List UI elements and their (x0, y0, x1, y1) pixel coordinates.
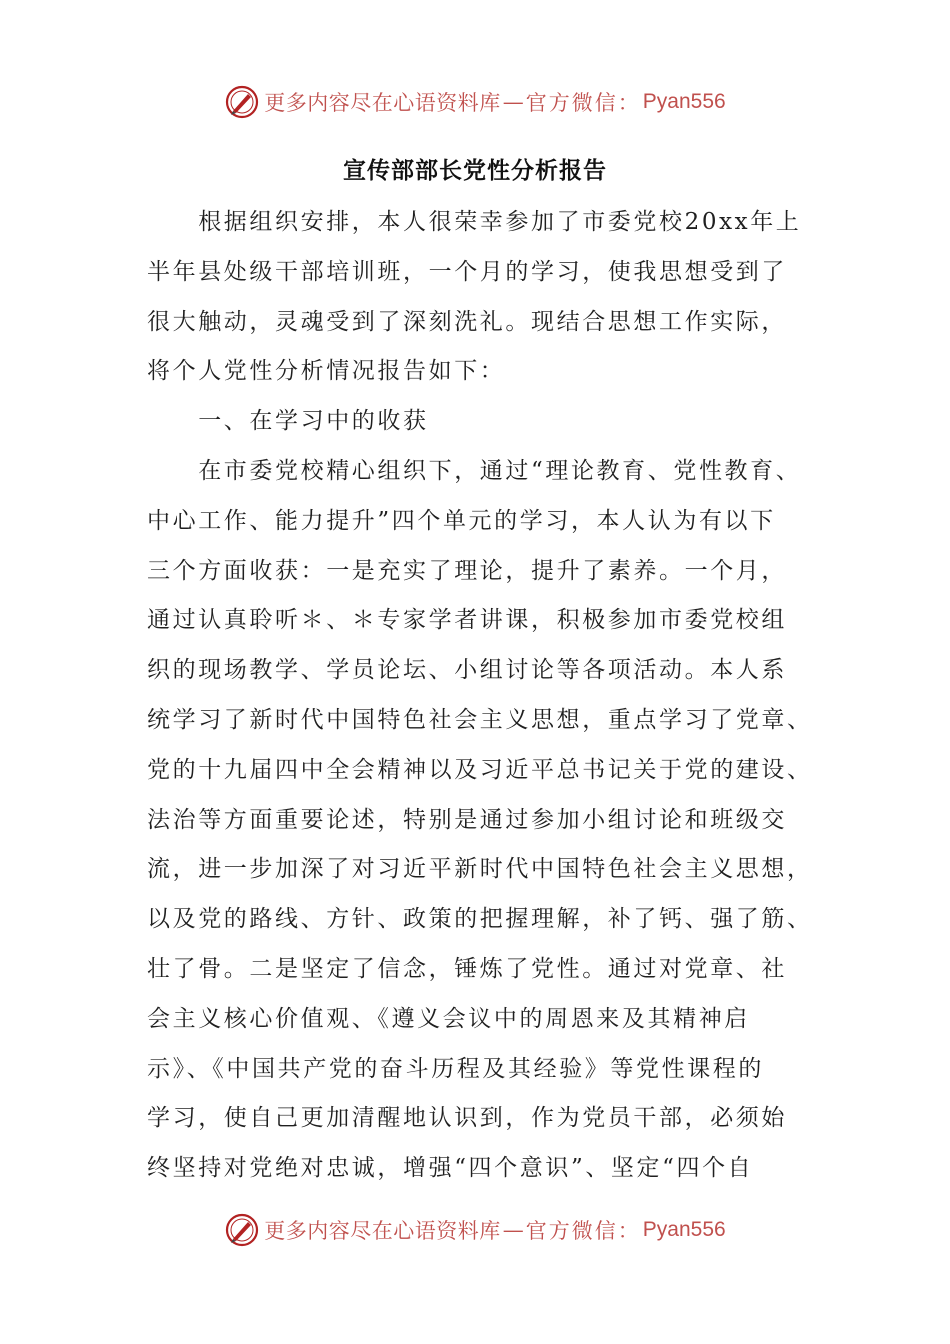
body-line: 将个人党性分析情况报告如下： (147, 358, 506, 385)
body-line: 流，进一步加深了对习近平新时代中国特色社会主义思想， (147, 856, 813, 883)
document-title: 宣传部部长党性分析报告 (343, 157, 607, 184)
body-line: 中心工作、能力提升”四个单元的学习，本人认为有以下 (147, 507, 776, 534)
document-body (147, 198, 813, 1194)
pen-logo-icon (224, 1212, 260, 1248)
banner-dash: — (502, 1218, 524, 1242)
banner-lead-text: 更多内容尽在心语资料库 (264, 91, 501, 115)
body-line: 很大触动，灵魂受到了深刻洗礼。现结合思想工作实际， (147, 308, 787, 335)
body-line: 以及党的路线、方针、政策的把握理解，补了钙、强了筋、 (147, 906, 813, 933)
banner-lead-text: 更多内容尽在心语资料库 (264, 1219, 501, 1243)
banner-official-label: 官方微信： (525, 91, 641, 115)
banner-official-label: 官方微信： (525, 1219, 641, 1243)
body-line: 终坚持对党绝对忠诚，增强“四个意识”、坚定“四个自 (147, 1155, 754, 1182)
header-watermark-banner (0, 80, 950, 124)
footer-watermark-banner (0, 1208, 950, 1252)
body-line: 织的现场教学、学员论坛、小组讨论等各项活动。本人系 (147, 657, 787, 684)
body-line: 会主义核心价值观、《遵义会议中的周恩来及其精神启 (147, 1005, 750, 1032)
body-line: 党的十九届四中全会精神以及习近平总书记关于党的建设、 (147, 756, 813, 783)
section-heading: 一、在学习中的收获 (147, 408, 429, 435)
body-line: 示》、《中国共产党的奋斗历程及其经验》等党性课程的 (147, 1055, 764, 1082)
banner-wechat-id: Pyan556 (642, 1218, 726, 1241)
body-line: 法治等方面重要论述，特别是通过参加小组讨论和班级交 (147, 806, 787, 833)
banner-wechat-id: Pyan556 (642, 90, 726, 113)
banner-dash: — (502, 90, 524, 114)
body-line: 半年县处级干部培训班，一个月的学习，使我思想受到了 (147, 258, 787, 285)
body-line: 根据组织安排，本人很荣幸参加了市委党校20xx年上 (147, 209, 802, 235)
body-line: 三个方面收获：一是充实了理论，提升了素养。一个月， (147, 557, 787, 584)
pen-logo-icon (224, 84, 260, 120)
body-line: 在市委党校精心组织下，通过“理论教育、党性教育、 (147, 457, 802, 484)
body-line: 学习，使自己更加清醒地认识到，作为党员干部，必须始 (147, 1105, 787, 1132)
body-line: 通过认真聆听＊、＊专家学者讲课，积极参加市委党校组 (147, 607, 787, 634)
body-line: 统学习了新时代中国特色社会主义思想，重点学习了党章、 (147, 706, 813, 733)
body-line: 壮了骨。二是坚定了信念，锤炼了党性。通过对党章、社 (147, 955, 787, 982)
